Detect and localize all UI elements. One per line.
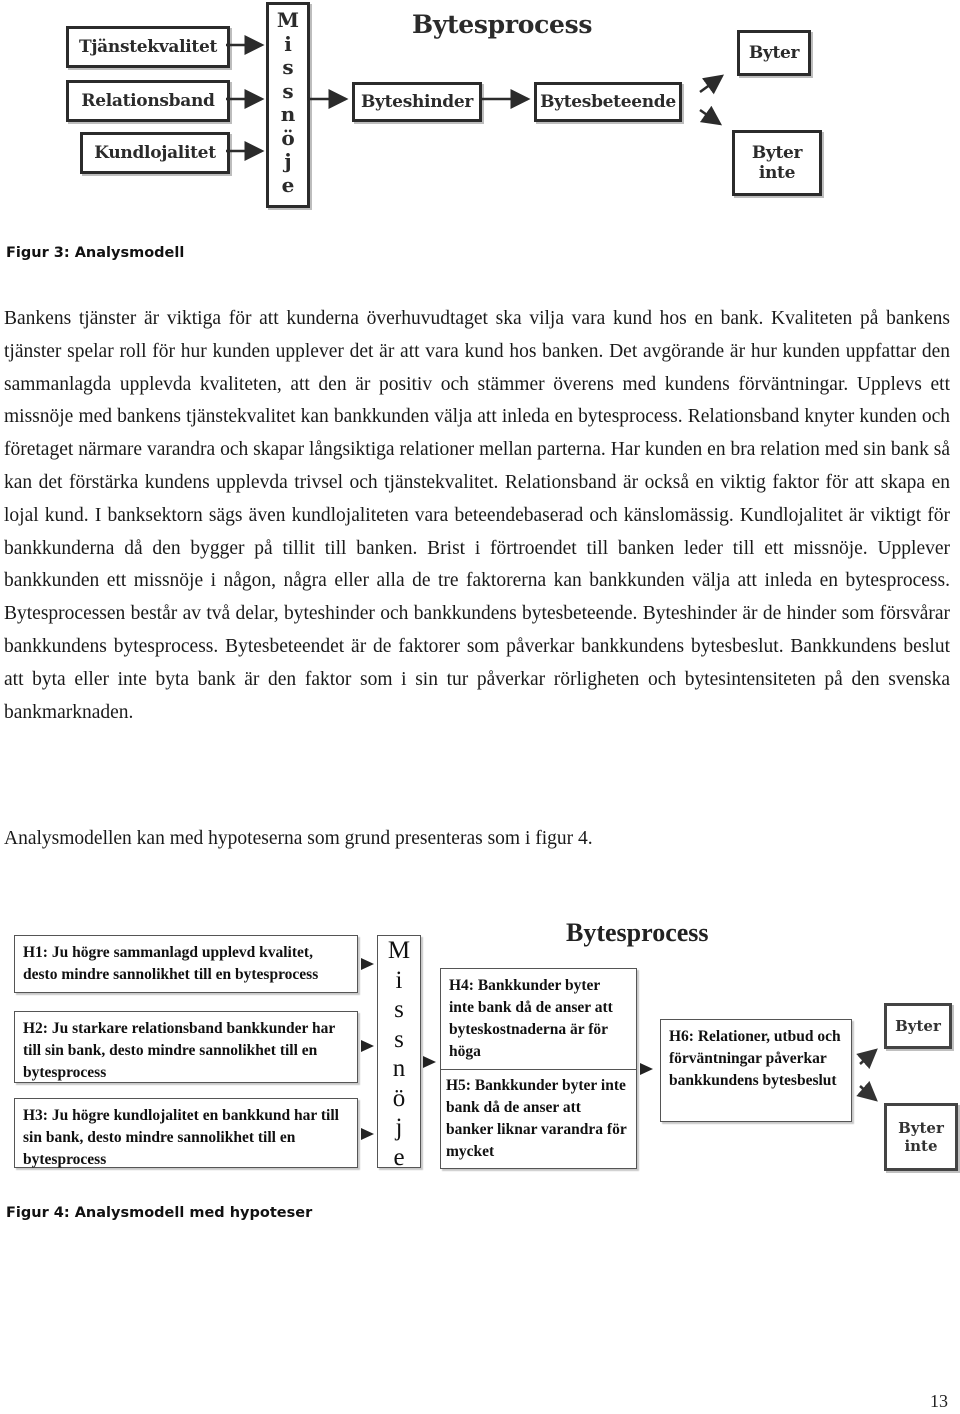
body-paragraph: Analysmodellen kan med hypoteserna som grund presenteras som i figur 4.	[4, 828, 593, 849]
missnoje-letter: n	[392, 1055, 406, 1082]
hypothesis-box-h2: H2: Ju starkare relationsband bankkunder har till sin bank, desto mindre sannolikhet till en bytesprocess	[14, 1011, 358, 1083]
missnoje-letter: i	[395, 966, 403, 994]
missnoje-letter: s	[282, 78, 294, 103]
hypothesis-h4: H4: Bankkunder byter inte bank då de anser att byteskostnaderna är för höga	[449, 977, 613, 1060]
hypothesis-box-h3: H3: Ju högre kundlojalitet en bankkund har till sin bank, desto mindre sannolikhet till en bytesprocess	[14, 1098, 358, 1168]
missnoje-letter: s	[394, 1025, 404, 1053]
factor-box-relationsband: Relationsband	[66, 80, 230, 122]
figure-3-caption: Figur 3: Analysmodell	[6, 245, 185, 261]
arrow-icon	[860, 1086, 876, 1100]
bytesbeteende-box: Bytesbeteende	[534, 82, 682, 122]
factor-box-tjanstekvalitet: Tjänstekvalitet	[66, 26, 230, 68]
hypothesis-box-h6: H6: Relationer, utbud och förväntningar påverkar bankkundens bytesbeslut	[660, 1019, 852, 1122]
factor-box-kundlojalitet: Kundlojalitet	[80, 132, 230, 174]
missnoje-letter: s	[282, 55, 294, 79]
missnoje-letter: e	[281, 172, 295, 197]
missnoje-letter: ö	[281, 125, 295, 150]
arrow-icon	[860, 1050, 876, 1064]
figure-4-title: Bytesprocess	[566, 918, 709, 947]
byter-inte-line-2: inte	[904, 1137, 938, 1155]
hypothesis-h5: H5: Bankkunder byter inte bank då de anser att banker liknar varandra för mycket	[446, 1077, 627, 1160]
body-paragraph: Bankens tjänster är viktiga för att kunderna överhuvudtaget ska vilja vara kund hos en bank. Kvaliteten på bankens tjänster spelar roll för hur kunden upplever det är att vara kund hos banken. Det avgörande är hur kunden uppfattar den sammanlagda upplevda kvaliteten, att den är positiv och stämmer överens med kundens förväntningar. Upplevs ett missnöje med bankens tjänstekvalitet kan bankkunden välja att inleda en bytesprocess. Relationsband knyter kunden och företaget närmare varandra och skapar långsiktiga relationer mellan parterna. Har kunden en bra relation med sin bank så kan det förstärka kundens upplevda trivsel och tjänstekvalitet. Relationsband är också en viktig faktor för att skapa en lojal kund. I banksektorn sägs även kundlojaliteten vara beteendebaserad och känslomässig. Kundlojalitet är viktigt för bankkunderna då den bygger på tillit till banken. Brist i förtroendet till banken leder till ett missnöje. Upplever bankkunden ett missnöje i någon, några eller alla de tre faktorerna kan bankkunden välja att inleda en bytesprocess. Bytesprocessen består av två delar, byteshinder och bankkundens bytesbeteende. Byteshinder är de hinder som försvårar bankkundens bytesprocess. Bytesbeteendet är de faktorer som påverkar bankkundens bytesbeslut. Bankkundens beslut att byta eller inte byta bank är den faktor som i sin tur påverkar rörligheten och bytesintensiteten på den svenska bankmarknaden.	[4, 308, 950, 723]
byter-inte-line-2: inte	[758, 163, 796, 183]
byter-box: Byter	[737, 30, 811, 76]
missnoje-letter: M	[276, 8, 300, 32]
missnoje-letter: M	[387, 937, 411, 964]
missnoje-letter: n	[280, 102, 296, 126]
byter-box: Byter	[884, 1003, 952, 1049]
missnoje-letter: s	[394, 996, 404, 1023]
missnoje-letter: ö	[392, 1084, 406, 1112]
page-number: 13	[930, 1391, 948, 1411]
missnoje-letter: e	[393, 1143, 405, 1171]
figure-4-caption: Figur 4: Analysmodell med hypoteser	[6, 1205, 313, 1221]
missnoje-letter: j	[284, 149, 292, 173]
byteshinder-box: Byteshinder	[352, 82, 482, 122]
missnoje-letter: j	[395, 1114, 403, 1141]
byter-inte-line-1: Byter	[751, 142, 803, 163]
figure-3-title: Bytesprocess	[412, 10, 593, 39]
missnoje-letter: i	[284, 31, 292, 56]
hypothesis-box-h1: H1: Ju högre sammanlagd upplevd kvalitet, desto mindre sannolikhet till en bytesprocess	[14, 935, 358, 993]
byter-inte-line-1: Byter	[898, 1119, 944, 1137]
